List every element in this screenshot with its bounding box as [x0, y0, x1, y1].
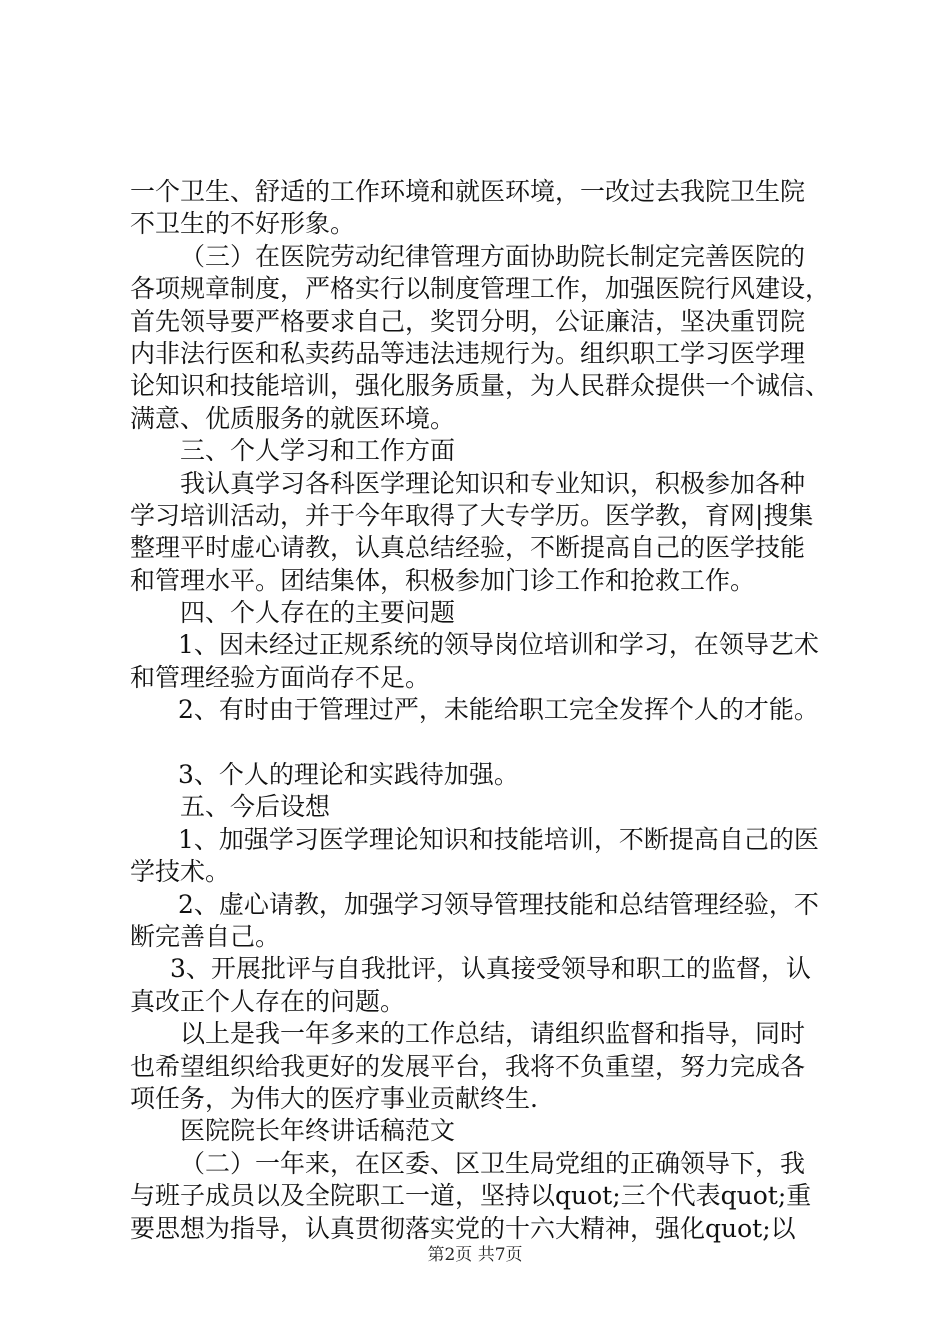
- list-item-start: 3、个人的理论和实践待加强。: [178, 760, 519, 790]
- page-footer: [0, 1243, 950, 1267]
- list-item-start: 3、开展批评与自我批评，认真接受领导和职工的监督，认: [170, 954, 811, 984]
- text-line: 首先领导要严格要求自己，奖罚分明，公证廉洁，坚决重罚院: [130, 306, 806, 336]
- blank-line: [130, 727, 830, 759]
- list-item-start: 1、加强学习医学理论知识和技能培训，不断提高自己的医: [178, 824, 819, 854]
- text-line: 各项规章制度，严格实行以制度管理工作，加强医院行风建设，: [130, 274, 830, 304]
- list-item-start: 1、因未经过正规系统的领导岗位培训和学习，在领导艺术: [178, 630, 819, 660]
- text-line: 与班子成员以及全院职工一道，坚持以quot;三个代表quot;重: [130, 1181, 812, 1211]
- text-line: 项任务，为伟大的医疗事业贡献终生.: [130, 1083, 538, 1113]
- text-line: 满意、优质服务的就医环境。: [130, 403, 456, 433]
- section-heading: 医院院长年终讲话稿范文: [180, 1116, 456, 1146]
- list-item-start: 2、虚心请教，加强学习领导管理技能和总结管理经验，不: [178, 889, 819, 919]
- text-line: 学技术。: [130, 857, 231, 887]
- text-line: 一个卫生、舒适的工作环境和就医环境，一改过去我院卫生院: [130, 177, 806, 206]
- paragraph-start: 我认真学习各科医学理论知识和专业知识，积极参加各种: [180, 468, 806, 498]
- text-line: 要思想为指导，认真贯彻落实党的十六大精神，强化quot;以: [130, 1213, 796, 1243]
- document-body: [130, 176, 830, 1245]
- paragraph-start: （二）一年来，在区委、区卫生局党组的正确领导下，我: [180, 1148, 806, 1178]
- section-heading: 三、个人学习和工作方面: [180, 436, 456, 466]
- list-item-start: 2、有时由于管理过严，未能给职工完全发挥个人的才能。: [178, 695, 819, 725]
- text-line: 论知识和技能培训，强化服务质量，为人民群众提供一个诚信、: [130, 371, 830, 401]
- text-line: 内非法行医和私卖药品等违法违规行为。组织职工学习医学理: [130, 338, 806, 368]
- text-line: 和管理经验方面尚存不足。: [130, 662, 431, 692]
- text-line: 也希望组织给我更好的发展平台，我将不负重望，努力完成各: [130, 1051, 806, 1081]
- section-heading: 五、今后设想: [180, 792, 331, 822]
- paragraph-start: 以上是我一年多来的工作总结，请组织监督和指导，同时: [180, 1019, 806, 1049]
- text-line: 真改正个人存在的问题。: [130, 986, 406, 1016]
- text-line: 整理平时虚心请教，认真总结经验，不断提高自己的医学技能: [130, 533, 806, 563]
- text-line: 和管理水平。团结集体，积极参加门诊工作和抢救工作。: [130, 565, 756, 595]
- text-line: 不卫生的不好形象。: [130, 209, 356, 239]
- section-heading: 四、个人存在的主要问题: [180, 598, 456, 628]
- text-line: 学习培训活动，并于今年取得了大专学历。医学教，育网|搜集: [130, 500, 814, 530]
- page-number-label: 第2页 共7页: [427, 1245, 523, 1265]
- paragraph-start: （三）在医院劳动纪律管理方面协助院长制定完善医院的: [180, 241, 806, 271]
- text-line: 断完善自己。: [130, 921, 281, 951]
